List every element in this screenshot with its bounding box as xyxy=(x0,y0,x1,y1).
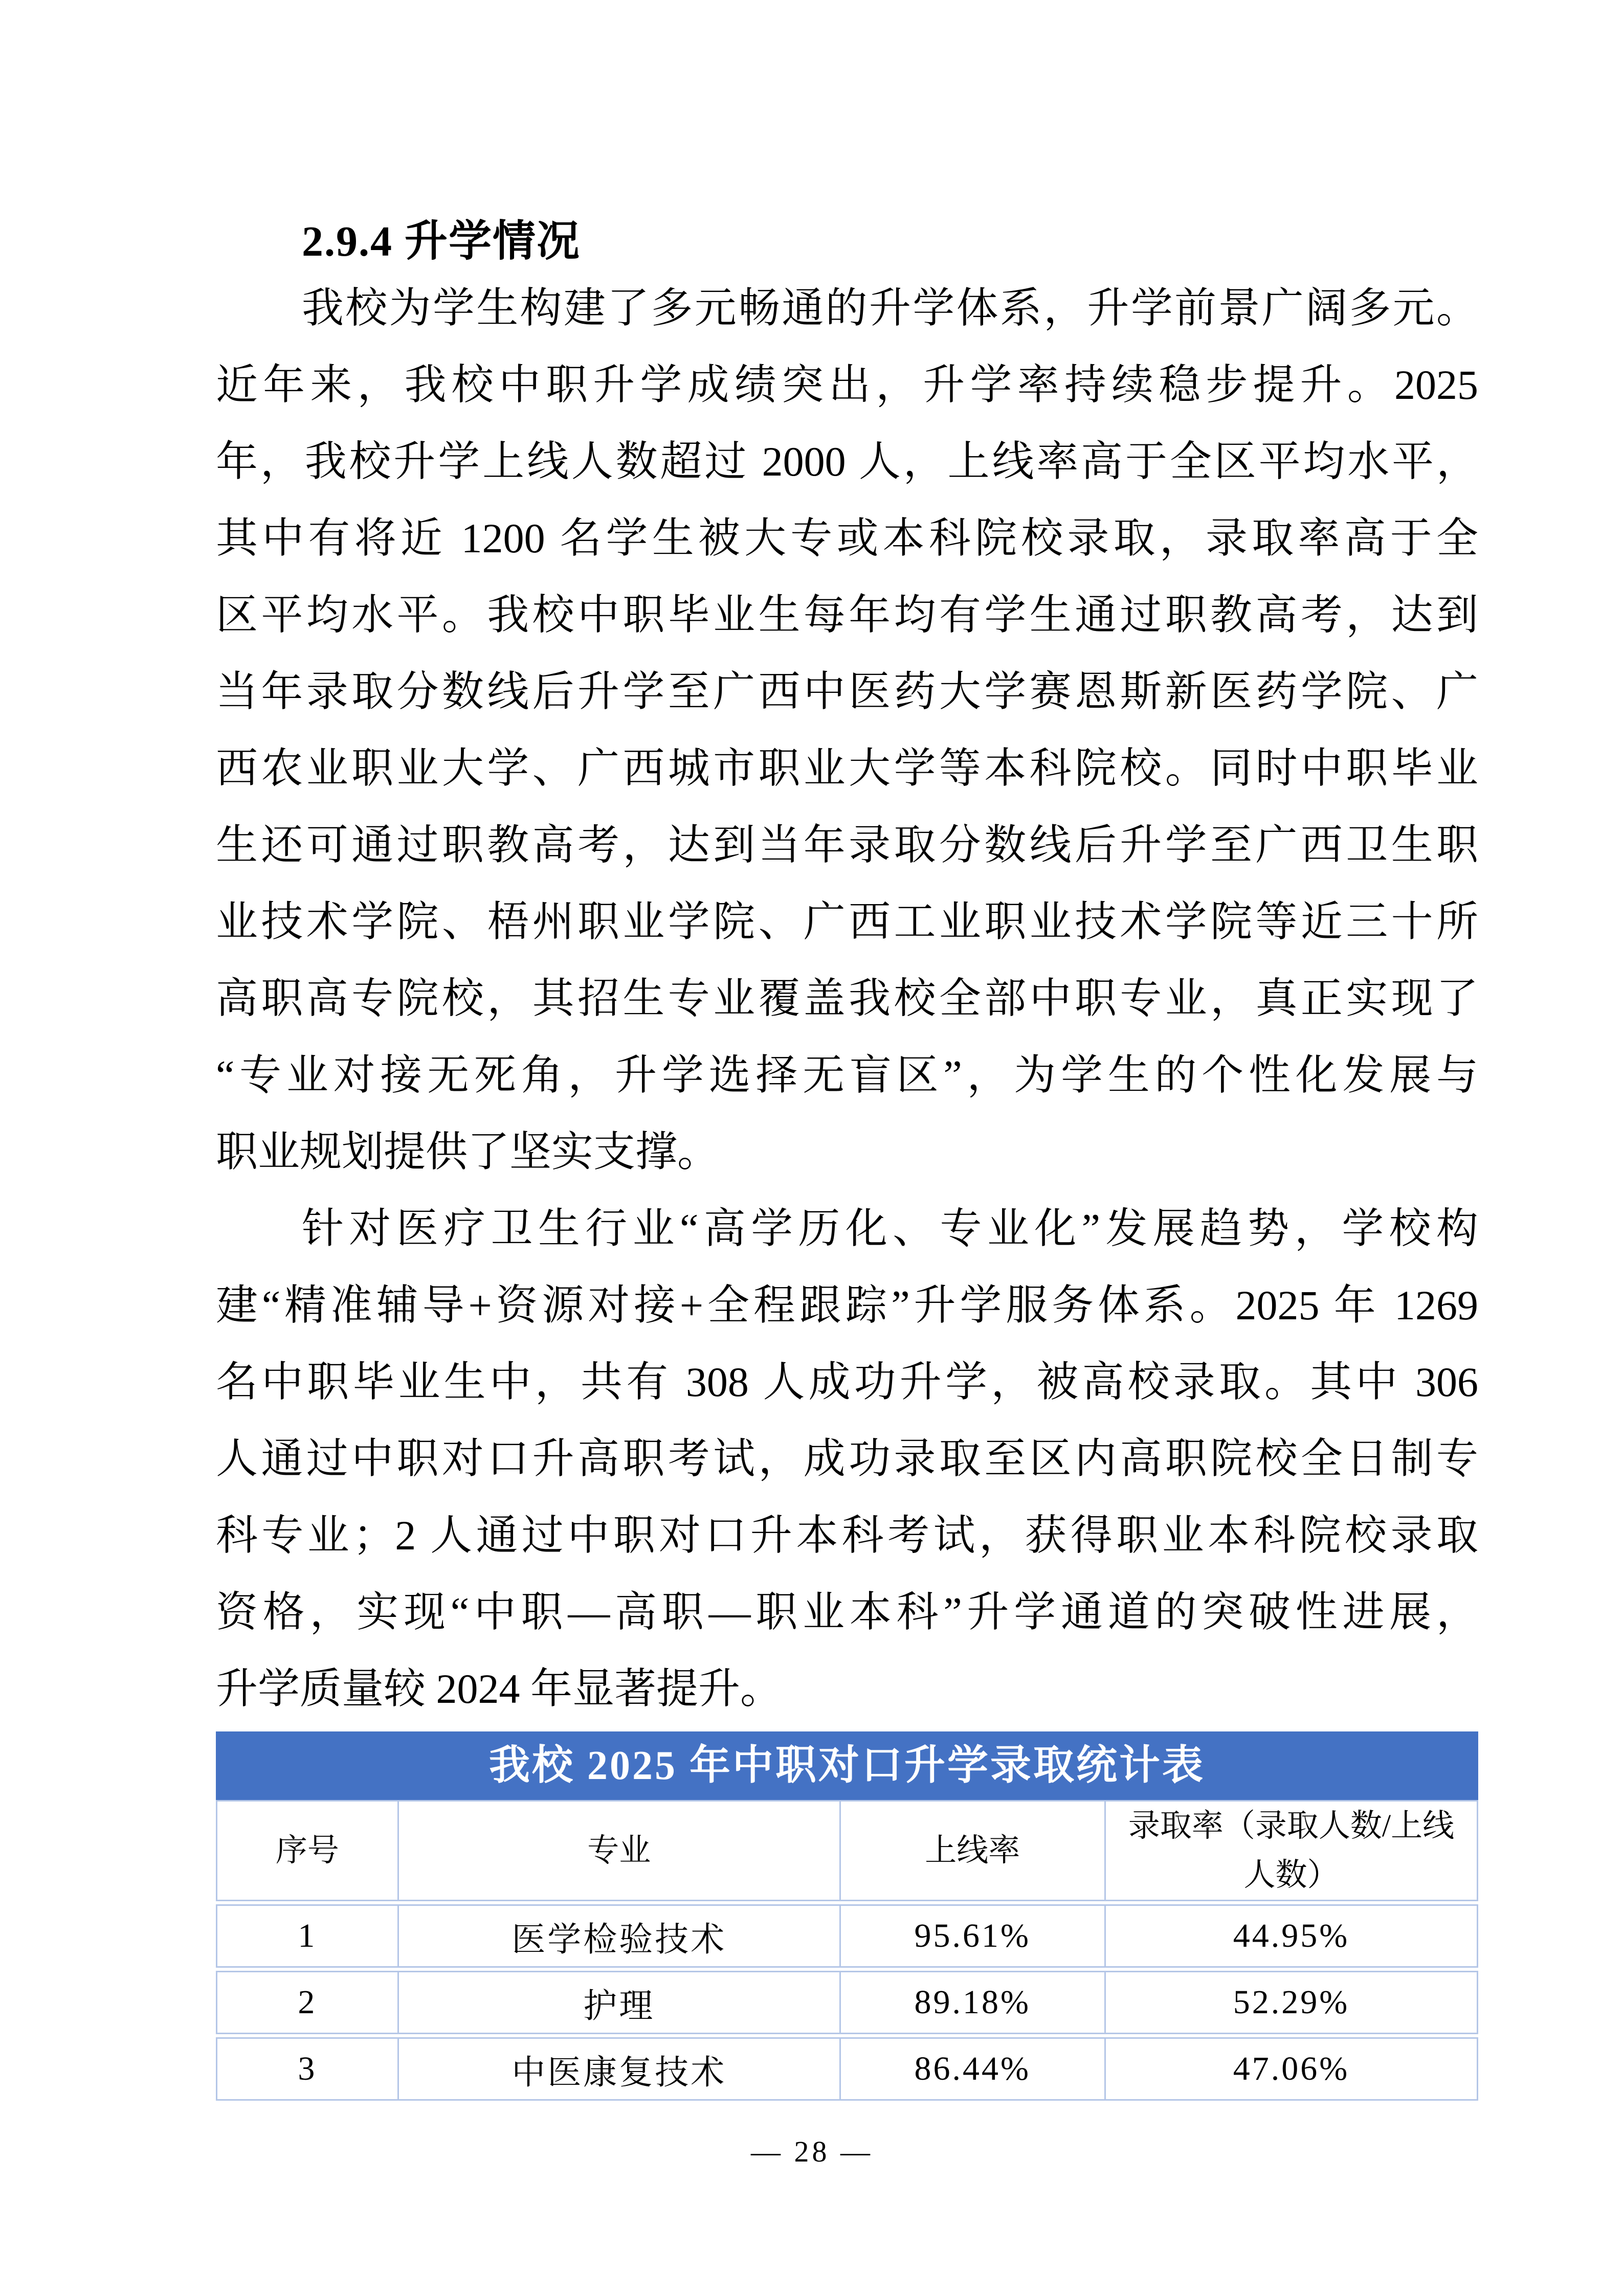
cell-admission-rate: 52.29% xyxy=(1106,1971,1478,2034)
text-line: 西农业职业大学、广西城市职业大学等本科院校。同时中职毕业 xyxy=(216,745,1478,792)
text-line: 建“精准辅导+资源对接+全程跟踪”升学服务体系。2025 年 1269 xyxy=(216,1282,1478,1329)
text-line: 升学质量较 2024 年显著提升。 xyxy=(216,1665,783,1712)
text-line: 人通过中职对口升高职考试，成功录取至区内高职院校全日制专 xyxy=(216,1435,1478,1482)
text-line: 职业规划提供了坚实支撑。 xyxy=(216,1129,720,1175)
text-line: 业技术学院、梧州职业学院、广西工业职业技术学院等近三十所 xyxy=(216,898,1478,945)
admission-stats-section xyxy=(216,1731,1478,2104)
table-header-row xyxy=(216,1800,1478,1901)
header-cell-major: 专业 xyxy=(399,1800,841,1901)
table-title: 我校 2025 年中职对口升学录取统计表 xyxy=(216,1731,1478,1800)
table-row xyxy=(216,1904,1478,1968)
text-line: 近年来，我校中职升学成绩突出，升学率持续稳步提升。2025 xyxy=(216,362,1478,408)
text-line: 科专业；2 人通过中职对口升本科考试，获得职业本科院校录取 xyxy=(216,1512,1478,1559)
admission-stats-table xyxy=(216,1797,1478,2104)
text-line: 当年录取分数线后升学至广西中医药大学赛恩斯新医药学院、广 xyxy=(216,668,1478,715)
text-line: 年，我校升学上线人数超过 2000 人，上线率高于全区平均水平， xyxy=(216,438,1478,485)
text-line: “专业对接无死角，升学选择无盲区”，为学生的个性化发展与 xyxy=(216,1052,1478,1098)
section-heading: 2.9.4 升学情况 xyxy=(302,218,581,265)
header-cell-index: 序号 xyxy=(216,1800,399,1901)
cell-index: 3 xyxy=(216,2037,399,2101)
table-row xyxy=(216,1971,1478,2034)
paragraph-1 xyxy=(216,270,1478,1190)
cell-passline-rate: 89.18% xyxy=(841,1971,1106,2034)
cell-major: 医学检验技术 xyxy=(399,1904,841,1968)
cell-passline-rate: 95.61% xyxy=(841,1904,1106,1968)
cell-major: 中医康复技术 xyxy=(399,2037,841,2101)
text-line: 资格，实现“中职—高职—职业本科”升学通道的突破性进展， xyxy=(216,1589,1478,1635)
paragraph-2 xyxy=(216,1190,1478,1727)
table-row xyxy=(216,2037,1478,2101)
page-number: — 28 — xyxy=(751,2135,873,2168)
text-line: 生还可通过职教高考，达到当年录取分数线后升学至广西卫生职 xyxy=(216,822,1478,868)
header-cell-admission-rate: 录取率（录取人数/上线人数） xyxy=(1106,1800,1478,1901)
cell-index: 1 xyxy=(216,1904,399,1968)
cell-major: 护理 xyxy=(399,1971,841,2034)
cell-admission-rate: 47.06% xyxy=(1106,2037,1478,2101)
text-line: 名中职毕业生中，共有 308 人成功升学，被高校录取。其中 306 xyxy=(216,1359,1478,1405)
cell-passline-rate: 86.44% xyxy=(841,2037,1106,2101)
text-line: 区平均水平。我校中职毕业生每年均有学生通过职教高考，达到 xyxy=(216,592,1478,638)
cell-index: 2 xyxy=(216,1971,399,2034)
page-content xyxy=(216,214,1478,2104)
text-line: 高职高专院校，其招生专业覆盖我校全部中职专业，真正实现了 xyxy=(216,975,1478,1022)
text-line: 针对医疗卫生行业“高学历化、专业化”发展趋势，学校构 xyxy=(302,1205,1478,1252)
cell-admission-rate: 44.95% xyxy=(1106,1904,1478,1968)
text-line: 我校为学生构建了多元畅通的升学体系，升学前景广阔多元。 xyxy=(302,285,1478,331)
header-cell-passline-rate: 上线率 xyxy=(841,1800,1106,1901)
text-line: 其中有将近 1200 名学生被大专或本科院校录取，录取率高于全 xyxy=(216,515,1478,561)
